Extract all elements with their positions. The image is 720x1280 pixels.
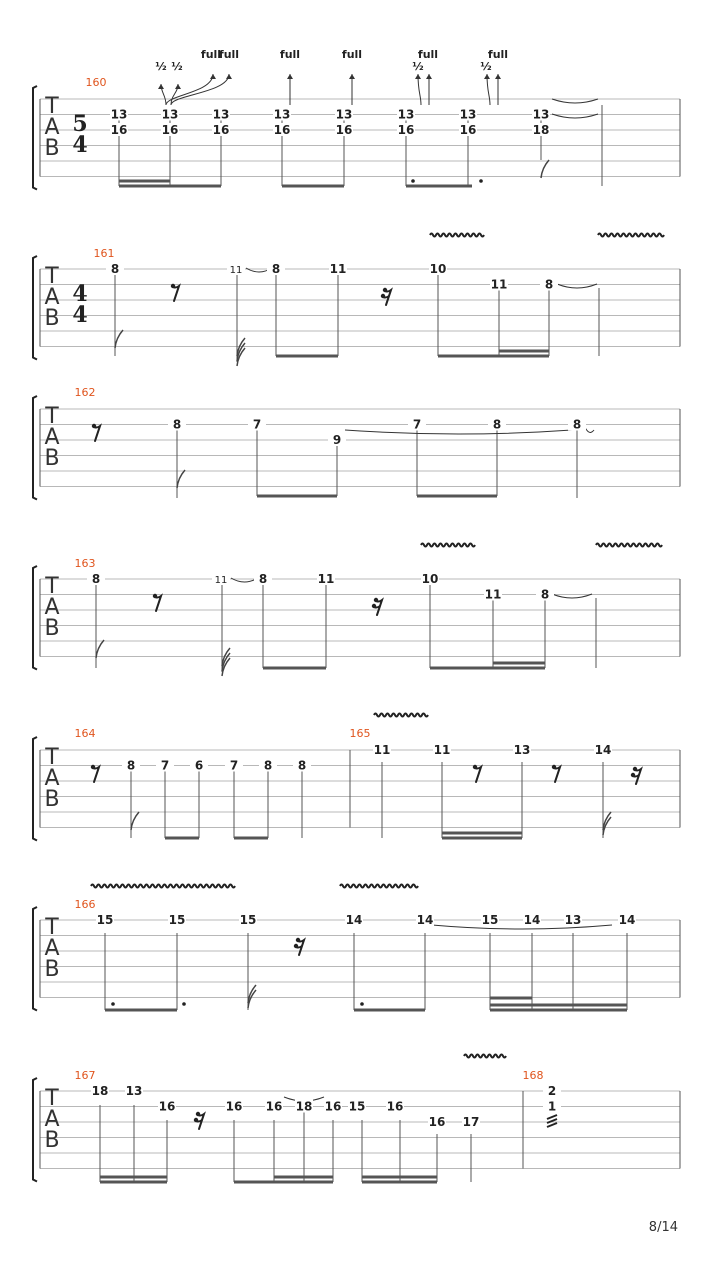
tab-clef-letter: T [45, 1086, 59, 1111]
fret-number: 7 [229, 758, 239, 773]
eighth-rest [172, 286, 179, 301]
measure-number: 168 [522, 1069, 544, 1082]
tab-system [33, 386, 680, 500]
system-bracket [33, 86, 37, 190]
fret-number: 8 [271, 262, 281, 276]
time-signature-bottom: 4 [72, 302, 88, 328]
fret-number: 8 [263, 758, 273, 773]
fret-number: 8 [91, 572, 101, 586]
measure-number: 165 [349, 727, 371, 740]
fret-number: 14 [523, 913, 541, 927]
fret-number: 18 [295, 1099, 313, 1114]
fret-number: 8 [297, 758, 307, 773]
fret-number: 18 [91, 1084, 109, 1098]
tie-curve [432, 925, 612, 929]
eighth-rest [154, 596, 161, 611]
fret-number: 13 [459, 107, 477, 122]
time-signature-bottom: 4 [72, 132, 88, 158]
fret-number: 13 [212, 107, 230, 122]
bend-curve [171, 74, 229, 105]
tab-clef-letter: A [44, 595, 60, 620]
tab-clef-letter: T [45, 404, 59, 429]
bend-label: full [279, 48, 301, 61]
bend-label: ½ [155, 60, 167, 73]
fret-number: 16 [110, 123, 128, 137]
fret-number: 13 [397, 107, 415, 122]
fret-number: 11 [490, 277, 508, 292]
fret-number: 11 [373, 743, 391, 757]
vibrato-mark [421, 544, 475, 547]
measure-number: 163 [74, 557, 96, 570]
fret-number: 16 [459, 123, 477, 137]
tab-system [33, 234, 680, 367]
fret-number: 9 [332, 433, 342, 447]
fret-number: 13 [564, 913, 582, 927]
measure-number: 166 [74, 898, 96, 911]
rest-dot [194, 1118, 198, 1122]
vibrato-mark [464, 1055, 506, 1058]
fret-number: 16 [335, 123, 353, 137]
tie-curve [552, 99, 598, 103]
bend-arrowhead [495, 74, 501, 79]
eighth-rest [93, 426, 100, 441]
tab-clef-letter: A [44, 936, 60, 961]
tab-clef-letter: B [44, 616, 60, 641]
grace-fret-number: 11 [229, 265, 243, 276]
bend-label: ½ [480, 60, 492, 73]
tab-clef-letter: B [44, 306, 60, 331]
bend-arrowhead [484, 74, 490, 79]
fret-number: 14 [416, 913, 434, 927]
bend-arrowhead [226, 74, 232, 79]
fret-number: 8 [540, 587, 550, 602]
bend-label: full [218, 48, 240, 61]
eighth-rest [92, 767, 99, 782]
fret-number: 16 [265, 1099, 283, 1114]
bend-label: full [417, 48, 439, 61]
note-flag [115, 330, 123, 348]
fret-number: 10 [429, 262, 447, 276]
bend-label: ½ [171, 60, 183, 73]
fret-number: 16 [225, 1099, 243, 1114]
vibrato-mark [91, 885, 235, 888]
rest-dot [92, 424, 96, 428]
fret-number: 16 [161, 123, 179, 137]
fret-number: 11 [329, 262, 347, 276]
bend-label: ½ [412, 60, 424, 73]
fret-number: 13 [273, 107, 291, 122]
system-bracket [33, 737, 37, 841]
rest-dot [296, 938, 300, 942]
rest-dot [153, 594, 157, 598]
bend-label: full [341, 48, 363, 61]
tie-curve [345, 430, 572, 434]
tab-clef-letter: A [44, 115, 60, 140]
bend-arrowhead [158, 84, 164, 89]
augmentation-dot [479, 179, 483, 183]
tremolo-stroke [547, 1115, 557, 1119]
fret-number: 2 [547, 1084, 557, 1098]
rest-dot [633, 767, 637, 771]
tab-clef-letter: B [44, 446, 60, 471]
tab-clef-letter: A [44, 1107, 60, 1132]
augmentation-dot [111, 1002, 115, 1006]
fret-number: 15 [348, 1099, 366, 1114]
tab-clef-letter: T [45, 574, 59, 599]
fret-number: 13 [513, 743, 531, 757]
fret-number: 11 [484, 587, 502, 602]
rest-dot [552, 765, 556, 769]
tab-clef-letter: T [45, 745, 59, 770]
fret-number: 18 [532, 123, 550, 137]
system-bracket [33, 907, 37, 1011]
fret-number: 8 [258, 572, 268, 586]
bend-arrowhead [175, 84, 181, 89]
vibrato-mark [340, 885, 418, 888]
fret-number: 6 [194, 758, 204, 773]
fret-number: 16 [428, 1115, 446, 1129]
fret-number: 8 [126, 758, 136, 773]
measure-number: 160 [85, 76, 107, 89]
fret-number: 13 [335, 107, 353, 122]
vibrato-mark [430, 234, 484, 237]
fret-number: 14 [594, 743, 612, 757]
tab-clef-letter: B [44, 957, 60, 982]
augmentation-dot [411, 179, 415, 183]
rest-dot [374, 598, 378, 602]
augmentation-dot [182, 1002, 186, 1006]
rest-dot [171, 284, 175, 288]
tab-system [33, 48, 680, 190]
fret-number: 7 [160, 758, 170, 773]
eighth-rest [553, 767, 560, 782]
bend-label: full [487, 48, 509, 61]
fret-number: 8 [544, 277, 554, 292]
fret-number: 16 [386, 1099, 404, 1114]
time-signature-top: 5 [72, 111, 88, 137]
measure-number: 161 [93, 247, 115, 260]
tab-system [33, 714, 680, 841]
vibrato-mark [374, 714, 428, 717]
rest-dot [372, 604, 376, 608]
tab-clef-letter: T [45, 915, 59, 940]
fret-number: 15 [481, 913, 499, 927]
measure-number: 162 [74, 386, 96, 399]
bend-label: full [200, 48, 222, 61]
rest-dot [383, 288, 387, 292]
bend-arrowhead [415, 74, 421, 79]
tab-systems [33, 48, 680, 1182]
fret-number: 13 [125, 1084, 143, 1098]
fret-number: 16 [397, 123, 415, 137]
tab-system [33, 544, 680, 677]
tab-clef-letter: B [44, 787, 60, 812]
note-flag [177, 470, 185, 488]
page-number: 8/14 [648, 1220, 678, 1235]
bend-curve [166, 74, 213, 105]
measure-number: 167 [74, 1069, 96, 1082]
fret-number: 7 [412, 417, 422, 432]
tab-clef-letter: T [45, 264, 59, 289]
tab-system [33, 1055, 680, 1183]
fret-number: 14 [345, 913, 363, 927]
tab-clef-letter: A [44, 425, 60, 450]
tremolo-stroke [547, 1123, 557, 1127]
fret-number: 15 [168, 913, 186, 927]
fret-number: 16 [324, 1099, 342, 1114]
tab-system [33, 885, 680, 1011]
fret-number: 17 [462, 1115, 480, 1129]
fret-number: 13 [161, 107, 179, 122]
fret-number: 7 [252, 417, 262, 432]
fret-number: 13 [110, 107, 128, 122]
bend-arrowhead [287, 74, 293, 79]
grace-fret-number: 11 [214, 575, 228, 586]
bend-arrowhead [426, 74, 432, 79]
rest-dot [473, 765, 477, 769]
tab-clef-letter: A [44, 285, 60, 310]
fret-number: 8 [492, 417, 502, 432]
fret-number: 15 [96, 913, 114, 927]
note-flag [96, 640, 104, 658]
rest-dot [381, 294, 385, 298]
note-flag [541, 160, 549, 178]
fret-number: 14 [618, 913, 636, 927]
system-bracket [33, 256, 37, 360]
tab-clef-letter: T [45, 94, 59, 119]
augmentation-dot [360, 1002, 364, 1006]
fret-number: 8 [572, 417, 582, 432]
rest-dot [196, 1112, 200, 1116]
eighth-rest [474, 767, 481, 782]
measure-number: 164 [74, 727, 96, 740]
fret-number: 16 [273, 123, 291, 137]
tab-clef-letter: A [44, 766, 60, 791]
fret-number: 16 [158, 1099, 176, 1114]
vibrato-mark [598, 234, 664, 237]
tab-clef-letter: B [44, 1128, 60, 1153]
system-bracket [33, 396, 37, 500]
tab-clef-letter: B [44, 136, 60, 161]
fret-number: 15 [239, 913, 257, 927]
fret-number: 8 [110, 262, 120, 276]
fret-number: 11 [317, 572, 335, 586]
fret-number: 10 [421, 572, 439, 586]
vibrato-mark [596, 544, 662, 547]
bend-arrowhead [349, 74, 355, 79]
rest-dot [631, 773, 635, 777]
fret-number: 11 [433, 743, 451, 757]
rest-dot [91, 765, 95, 769]
system-bracket [33, 566, 37, 670]
fret-number: 1 [547, 1099, 557, 1114]
bend-arrowhead [210, 74, 216, 79]
fret-number: 13 [532, 107, 550, 122]
rest-dot [294, 944, 298, 948]
time-signature-top: 4 [72, 281, 88, 307]
fret-number: 8 [172, 417, 182, 432]
fret-number: 16 [212, 123, 230, 137]
system-bracket [33, 1078, 37, 1182]
